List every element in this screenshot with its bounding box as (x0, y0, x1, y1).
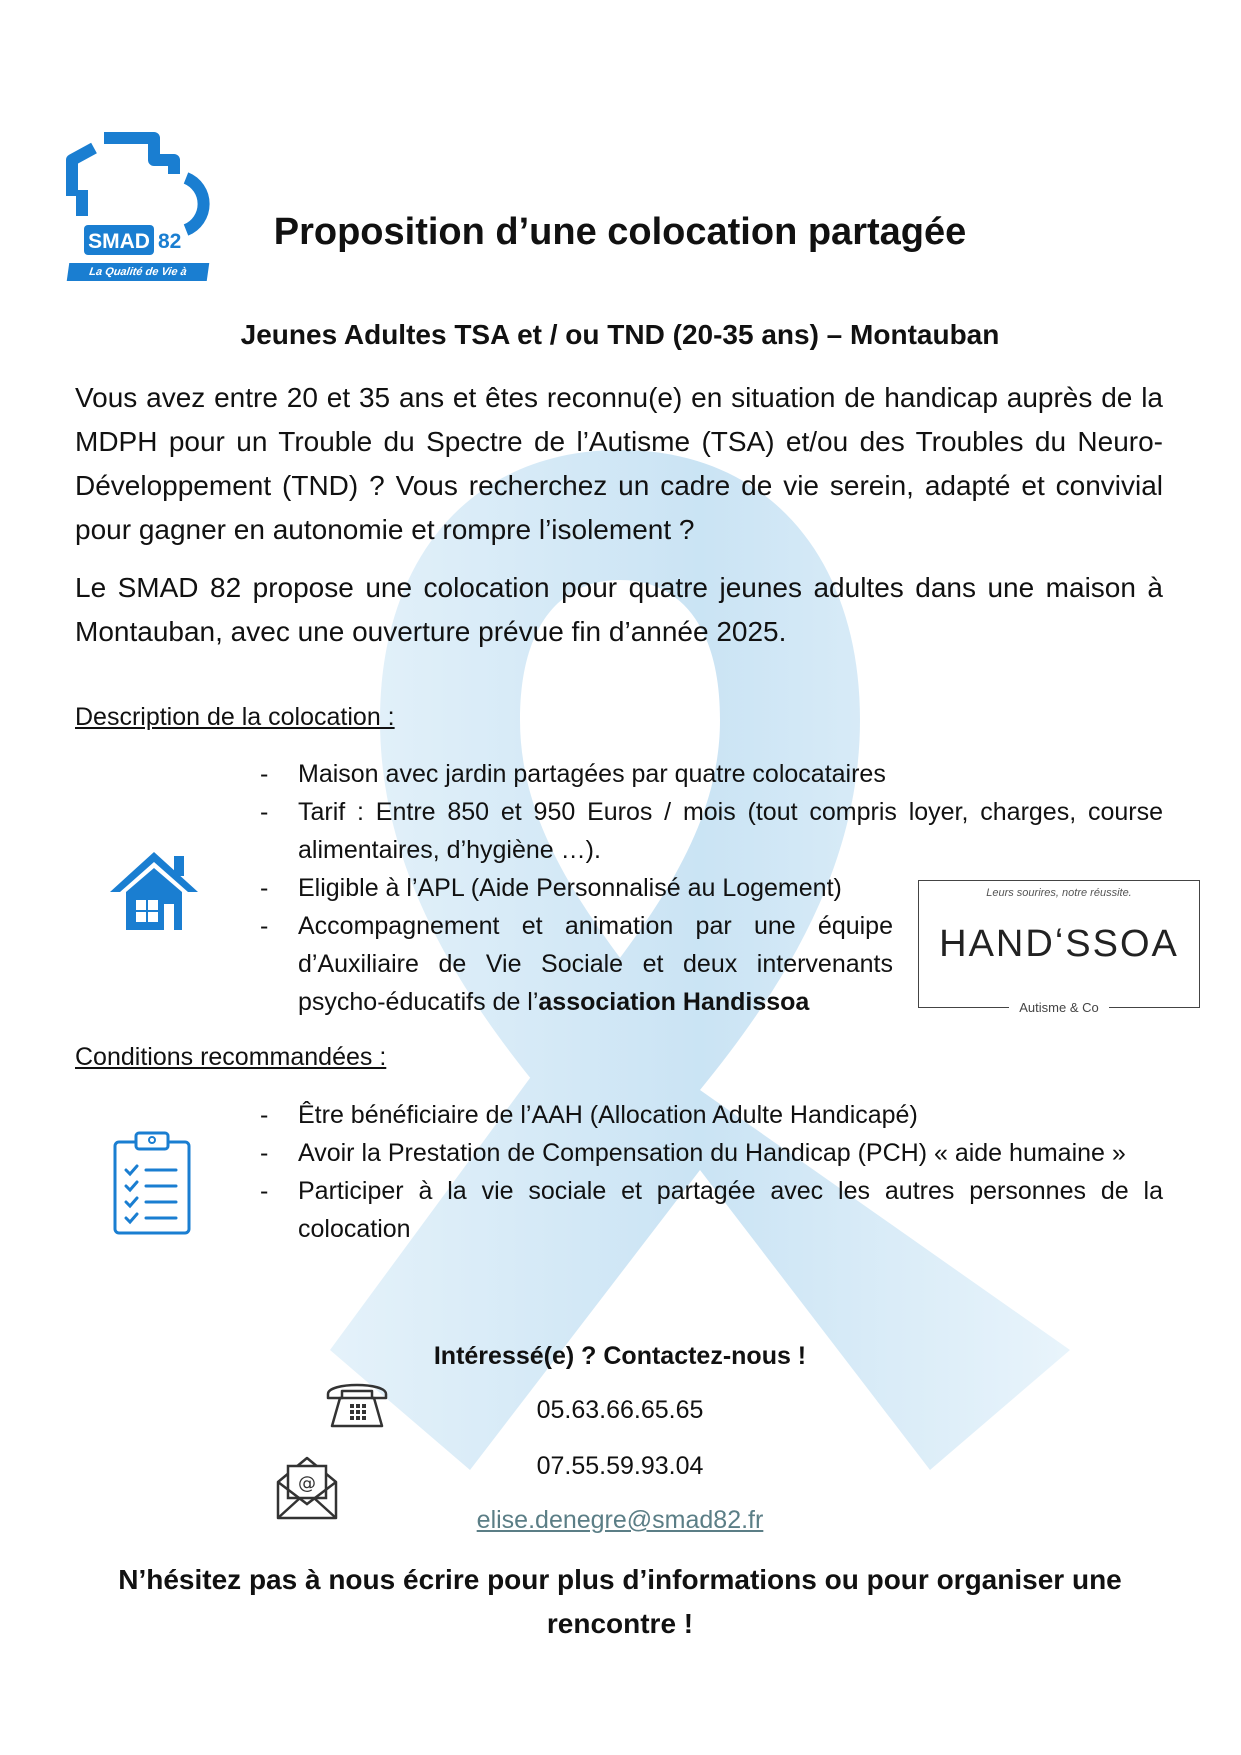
intro-text-1: Vous avez entre 20 et 35 ans et êtes reconnu(e) en situation de handicap auprès de la MDPH pour un Trouble du Spectre de l’Autisme (TSA) et/ou des Troubles du Neuro- Développement (TND) ? Vous recherchez un cadre de vie serein, adapté et convivial pour gagner en autonomie et rompre l’isolement ? (75, 382, 1163, 545)
intro-paragraph-1 (75, 376, 1163, 552)
intro-text-2: Le SMAD 82 propose une colocation pour quatre jeunes adultes dans une maison à Montauban, avec une ouverture prévue fin d’année 2025. (75, 572, 1163, 647)
list-item-text: Avoir la Prestation de Compensation du Handicap (PCH) « aide humaine » (298, 1139, 1126, 1167)
footer-call-to-action: N’hésitez pas à nous écrire pour plus d’informations ou pour organiser une rencontre ! (118, 1564, 1122, 1639)
list-item-text: Maison avec jardin partagées par quatre colocataires (298, 760, 886, 788)
partner-subname (919, 1000, 1199, 1015)
association-name: association Handissoa (538, 988, 810, 1016)
list-item-text: Accompagnement et animation par une équipe d’Auxiliaire de Vie Sociale et deux intervenants psycho-éducatifs de l’ (298, 912, 893, 1016)
bullet-dash: - (260, 1139, 269, 1167)
list-item-text: Participer à la vie sociale et partagée avec les autres personnes de la colocation (298, 1177, 1163, 1243)
conditions-list (260, 1096, 1163, 1248)
smad82-logo (54, 130, 214, 296)
logo-number: 82 (158, 230, 182, 253)
list-item (260, 1172, 1163, 1248)
clipboard-checklist-icon (112, 1130, 192, 1236)
bullet-dash: - (260, 874, 269, 902)
conditions-heading: Conditions recommandées : (75, 1043, 387, 1071)
logo-tagline: La Qualité de Vie à domicile (67, 263, 210, 281)
list-item (260, 1134, 1163, 1172)
phone-number-1[interactable]: 05.63.66.65.65 (536, 1396, 704, 1424)
page-subtitle: Jeunes Adultes TSA et / ou TND (20-35 ans) – Montauban (240, 319, 1000, 350)
intro-paragraph-2 (75, 566, 1163, 654)
partner-subname-text: Autisme & Co (1009, 1000, 1108, 1015)
logo-name: SMAD (88, 230, 150, 253)
partner-tagline: Leurs sourires, notre réussite. (986, 887, 1132, 899)
bullet-dash: - (260, 1177, 269, 1205)
list-item-text: Être bénéficiaire de l’AAH (Allocation Adulte Handicapé) (298, 1101, 918, 1129)
email-link[interactable]: elise.denegre@smad82.fr (476, 1506, 764, 1534)
bullet-dash: - (260, 1101, 269, 1129)
bullet-dash: - (260, 798, 269, 826)
handissoa-logo (918, 880, 1200, 1015)
list-item-text: Eligible à l’APL (Aide Personnalisé au Logement) (298, 874, 842, 902)
page-title: Proposition d’une colocation partagée (273, 211, 967, 253)
bullet-dash: - (260, 912, 269, 940)
description-heading: Description de la colocation : (75, 703, 395, 731)
house-icon (106, 846, 202, 932)
phone-number-2[interactable]: 07.55.59.93.04 (536, 1452, 704, 1480)
list-item (260, 1096, 1163, 1134)
smad82-logo-mark (54, 130, 214, 265)
list-item (260, 755, 1163, 793)
svg-text:@: @ (298, 1473, 316, 1494)
list-item (260, 793, 1163, 869)
bullet-dash: - (260, 760, 269, 788)
list-item (260, 907, 893, 1021)
contact-heading: Intéressé(e) ? Contactez-nous ! (433, 1342, 807, 1370)
list-item-text: Tarif : Entre 850 et 950 Euros / mois (tout compris loyer, charges, course alimentaires, d’hygiène …). (298, 798, 1163, 864)
partner-name: HANDʻSSOA (939, 923, 1179, 965)
